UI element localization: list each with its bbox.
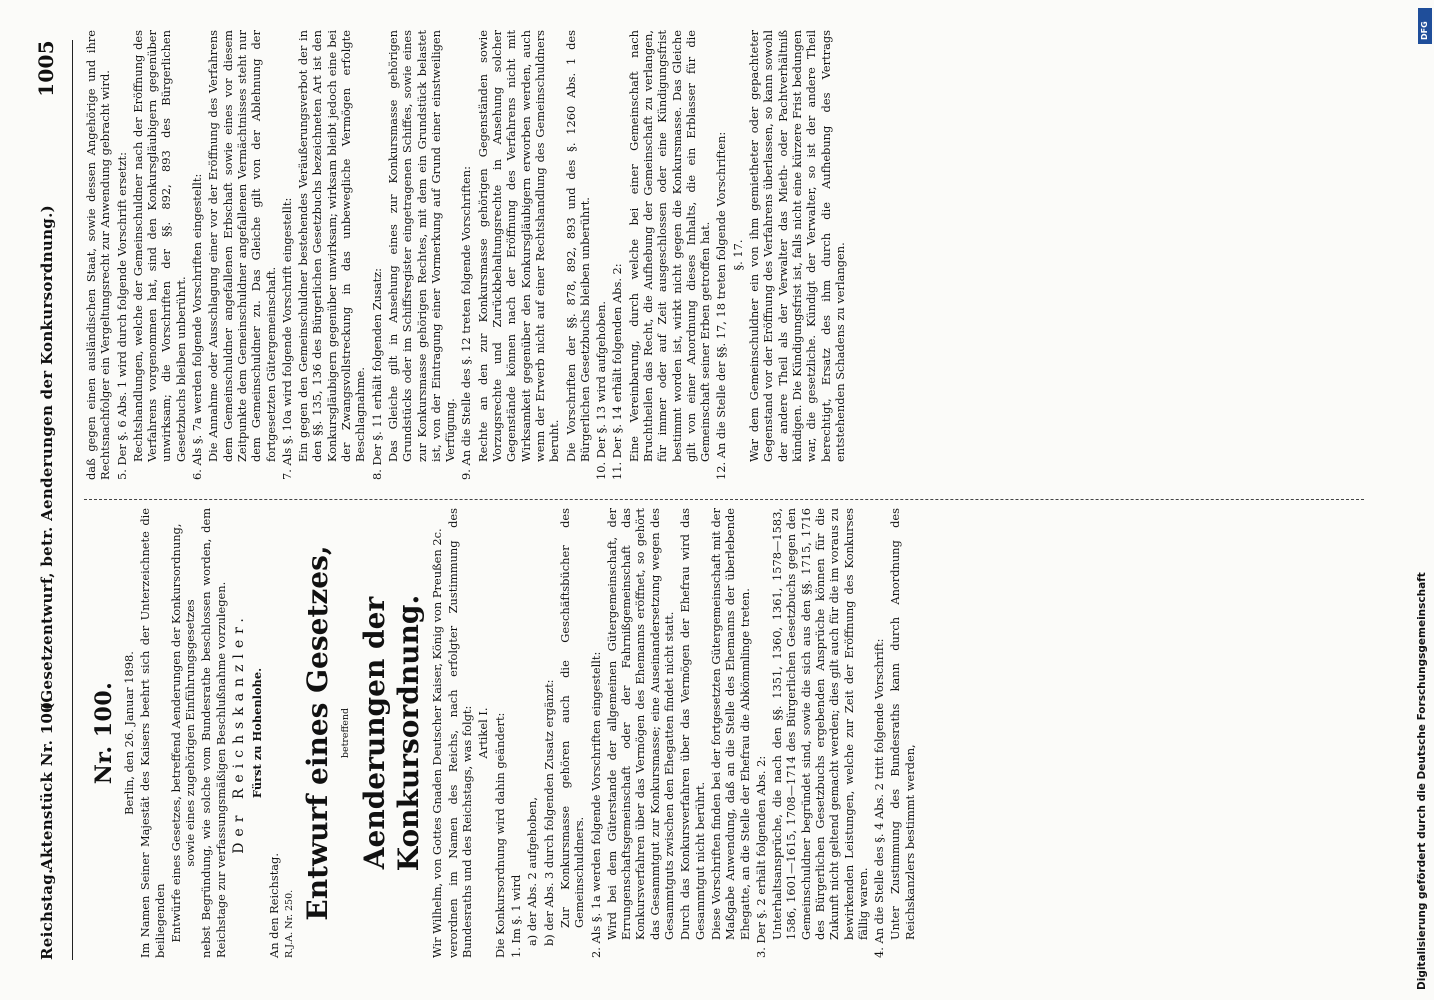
right-column: [84, 30, 849, 480]
item-7a: Ein gegen den Gemeinschuldner bestehendes Veräußerungsverbot der in den §§. 135, 136 des Bürgerlichen Gesetzbuchs bezeichneten Art ist den Konkursgläubigern gegenüber unwirksam; wirksam bleibt jedoch eine bei der Zwangsvollstreckung in das unbewegliche Vermögen erfolgte Beschlagnahme.: [296, 30, 368, 462]
item-4a: Unter Zustimmung des Bundesraths kann durch Anordnung des Reichskanzlers bestimmt werden,: [888, 508, 917, 940]
section-17-text: War dem Gemeinschuldner ein von ihm gemietheter oder gepachteter Gegenstand vor der Eröffnung des Verfahrens überlassen, so kann sowohl der andere Theil als der Verwalter das Mieth- oder Pachtverhältniß kündigen. Die Kündigungsfrist ist, falls nicht eine kürzere Frist bedungen war, die gesetzliche. Kündigt der Verwalter, so ist der andere Theil berechtigt, Ersatz des ihm durch die Aufhebung des Vertrags entstehenden Schadens zu verlangen.: [747, 30, 847, 462]
nebst-paragraph: nebst Begründung, wie solche vom Bundesrathe beschlossen worden, dem Reichstage zur verfassungsmäßigen Beschlußnahme vorzulegen.: [199, 508, 228, 958]
item-11a: Eine Vereinbarung, durch welche bei einer Gemeinschaft nach Bruchtheilen das Recht, die Aufhebung der Gemeinschaft zu verlangen, für immer oder auf Zeit ausgeschlossen oder eine Kündigungsfrist bestimmt worden ist, wirkt nicht gegen die Konkursmasse. Das Gleiche gilt von einer Anordnung dieses Inhalts, die ein Erblasser für die Gemeinschaft seiner Erben getroffen hat.: [626, 30, 713, 462]
dfg-logo-text: DFG: [1420, 21, 1429, 40]
bill-subject: Aenderungen der Konkursordnung.: [357, 594, 425, 872]
addressee: An den Reichstag.: [266, 853, 281, 958]
signer-title: Der Reichskanzler.: [231, 612, 248, 854]
document-number: Nr. 100.: [91, 681, 117, 785]
item-2b: Durch das Konkursverfahren über das Vermögen der Ehefrau wird das Gesammtgut nicht berührt.: [678, 508, 707, 940]
entwurf-paragraph: Entwürfe eines Gesetzes, betreffend Aenderungen der Konkursordnung, sowie eines zugehörigen Einführungsgesetzes: [168, 523, 198, 943]
header-reichstag: Reichstag.: [38, 868, 56, 960]
date-line: Berlin, den 26. Januar 1898.: [122, 651, 136, 815]
item-1a: a) der Abs. 2 aufgehoben,: [525, 797, 540, 946]
header-aktenstueck: Aktenstück Nr. 100.: [38, 696, 56, 870]
header-rule: [72, 40, 73, 960]
dfg-logo: [1418, 8, 1432, 44]
item-8a: Das Gleiche gilt in Ansehung eines zur Konkursmasse gehörigen Grundstücks oder im Schiffsregister eingetragenen Schiffes, sowie eines zur Konkursmasse gehörigen Rechtes, mit dem ein Grundstück belastet ist, von der Eintragung einer Vormerkung auf Grund einer einstweiligen Verfügung.: [385, 30, 458, 462]
item-3: 3. Der §. 2 erhält folgenden Abs. 2:: [753, 755, 768, 958]
item-4: 4. An die Stelle des §. 4 Abs. 2 tritt folgende Vorschrift:: [872, 638, 887, 958]
item-1c: Zur Konkursmasse gehören auch die Geschäftsbücher des Gemeinschuldners.: [557, 508, 587, 928]
item-1: 1. Im §. 1 wird: [509, 874, 524, 958]
bill-title: Entwurf eines Gesetzes,: [301, 545, 335, 921]
digitization-stamp: [1414, 0, 1434, 1000]
article-intro: Die Konkursordnung wird dahin geändert:: [492, 712, 507, 958]
item-2: 2. Als §. 1a werden folgende Vorschriften eingestellt:: [588, 651, 603, 958]
section-17-heading: §. 17.: [730, 239, 745, 271]
enacting-clause: verordnen im Namen des Reichs, nach erfolgter Zustimmung des Bundesraths und des Reichstags, was folgt:: [445, 508, 475, 958]
left-column: [84, 508, 919, 958]
intro-paragraph: Im Namen Seiner Majestät des Kaisers beehrt sich der Unterzeichnete die beiliegenden: [138, 508, 167, 958]
item-12: 12. An die Stelle der §§. 17, 18 treten folgende Vorschriften:: [714, 131, 729, 480]
emperor-preamble: Wir Wilhelm, von Gottes Gnaden Deutscher Kaiser, König von Preußen 2c.: [429, 528, 444, 958]
signer-name: Fürst zu Hohenlohe.: [250, 667, 265, 799]
item-8: 8. Der §. 11 erhält folgenden Zusatz:: [369, 267, 384, 480]
item-9b: Die Vorschriften der §§. 878, 892, 893 und des §. 1260 Abs. 1 des Bürgerlichen Gesetzbuchs bleiben unberührt.: [563, 30, 592, 462]
item-9: 9. An die Stelle des §. 12 treten folgende Vorschriften:: [459, 166, 474, 480]
item-1b: b) der Abs. 3 durch folgenden Zusatz ergänzt:: [541, 679, 556, 946]
running-header: [34, 40, 68, 960]
item-9a: Rechte an den zur Konkursmasse gehörigen Gegenständen sowie Vorzugsrechte und Zurückbehaltungsrechte in Ansehung solcher Gegenstände können nach der Eröffnung des Verfahrens nicht mit Wirksamkeit gegenüber den Konkursgläubigern erworben werden, auch wenn der Erwerb nicht auf einer Rechtshandlung des Gemeinschuldners beruht.: [475, 30, 562, 462]
page-number: 1005: [34, 40, 58, 97]
item-3a: Unterhaltsansprüche, die nach den §§. 1351, 1360, 1361, 1578—1583, 1586, 1601—1615, 1708—1714 des Bürgerlichen Gesetzbuchs gegen den Gemeinschuldner begründet sind, sowie die sich aus den §§. 1715, 1716 des Bürgerlichen Gesetzbuchs ergebenden Ansprüche können für die Zukunft nicht geltend gemacht werden; dies gilt auch für die im voraus zu bewirkenden Leistungen, welche zur Zeit der Eröffnung des Konkurses fällig waren.: [770, 508, 870, 940]
dfg-credit-text: Digitalisierung gefördert durch die Deutsche Forschungsgemeinschaft: [1416, 572, 1428, 990]
reference-number: R.J.A. Nr. 250.: [283, 889, 295, 958]
header-title: (Gesetzentwurf, betr. Aenderungen der Konkursordnung.): [38, 204, 56, 710]
article-heading: Artikel I.: [476, 707, 491, 759]
item-5: 5. Der §. 6 Abs. 1 wird durch folgende Vorschrift ersetzt:: [114, 152, 129, 480]
continuation-paragraph: daß gegen einen ausländischen Staat, sowie dessen Angehörige und ihre Rechtsnachfolger ein Vergeltungsrecht zur Anwendung gebracht wird.: [84, 30, 113, 480]
column-separator: [84, 499, 1364, 500]
item-6a: Die Annahme oder Ausschlagung einer vor der Eröffnung des Verfahrens dem Gemeinschuldner angefallenen Erbschaft sowie eines vor diesem Zeitpunkte dem Gemeinschuldner angefallenen Vermächtnisses steht nur dem Gemeinschuldner zu. Das Gleiche gilt von der Ablehnung der fortgesetzten Gütergemeinschaft.: [206, 30, 278, 462]
item-7: 7. Als §. 10a wird folgende Vorschrift eingestellt:: [279, 197, 294, 480]
item-2a: Wird bei dem Güterstande der allgemeinen Gütergemeinschaft, der Errungenschaftsgemeinschaft oder der Fahrnißgemeinschaft das Konkursverfahren über das Vermögen des Ehemanns eröffnet, so gehört das Gesammtgut zur Konkursmasse; eine Auseinandersetzung wegen des Gesammtguts zwischen den Ehegatten findet nicht statt.: [604, 508, 677, 940]
item-5a: Rechtshandlungen, welche der Gemeinschuldner nach der Eröffnung des Verfahrens vorgenommen hat, sind den Konkursgläubigern gegenüber unwirksam; die Vorschriften der §§. 892, 893 des Bürgerlichen Gesetzbuchs bleiben unberührt.: [130, 30, 188, 462]
item-2c: Diese Vorschriften finden bei der fortgesetzten Gütergemeinschaft mit der Maßgabe Anwendung, daß an die Stelle des Ehemanns der überlebende Ehegatte, an die Stelle der Ehefrau die Abkömmlinge treten.: [708, 508, 752, 940]
item-11: 11. Der §. 14 erhält folgenden Abs. 2:: [610, 263, 625, 480]
item-6: 6. Als §. 7a werden folgende Vorschriften eingestellt:: [190, 173, 205, 480]
bill-betreffend: betreffend: [340, 707, 352, 759]
item-10: 10. Der §. 13 wird aufgehoben.: [594, 300, 609, 480]
